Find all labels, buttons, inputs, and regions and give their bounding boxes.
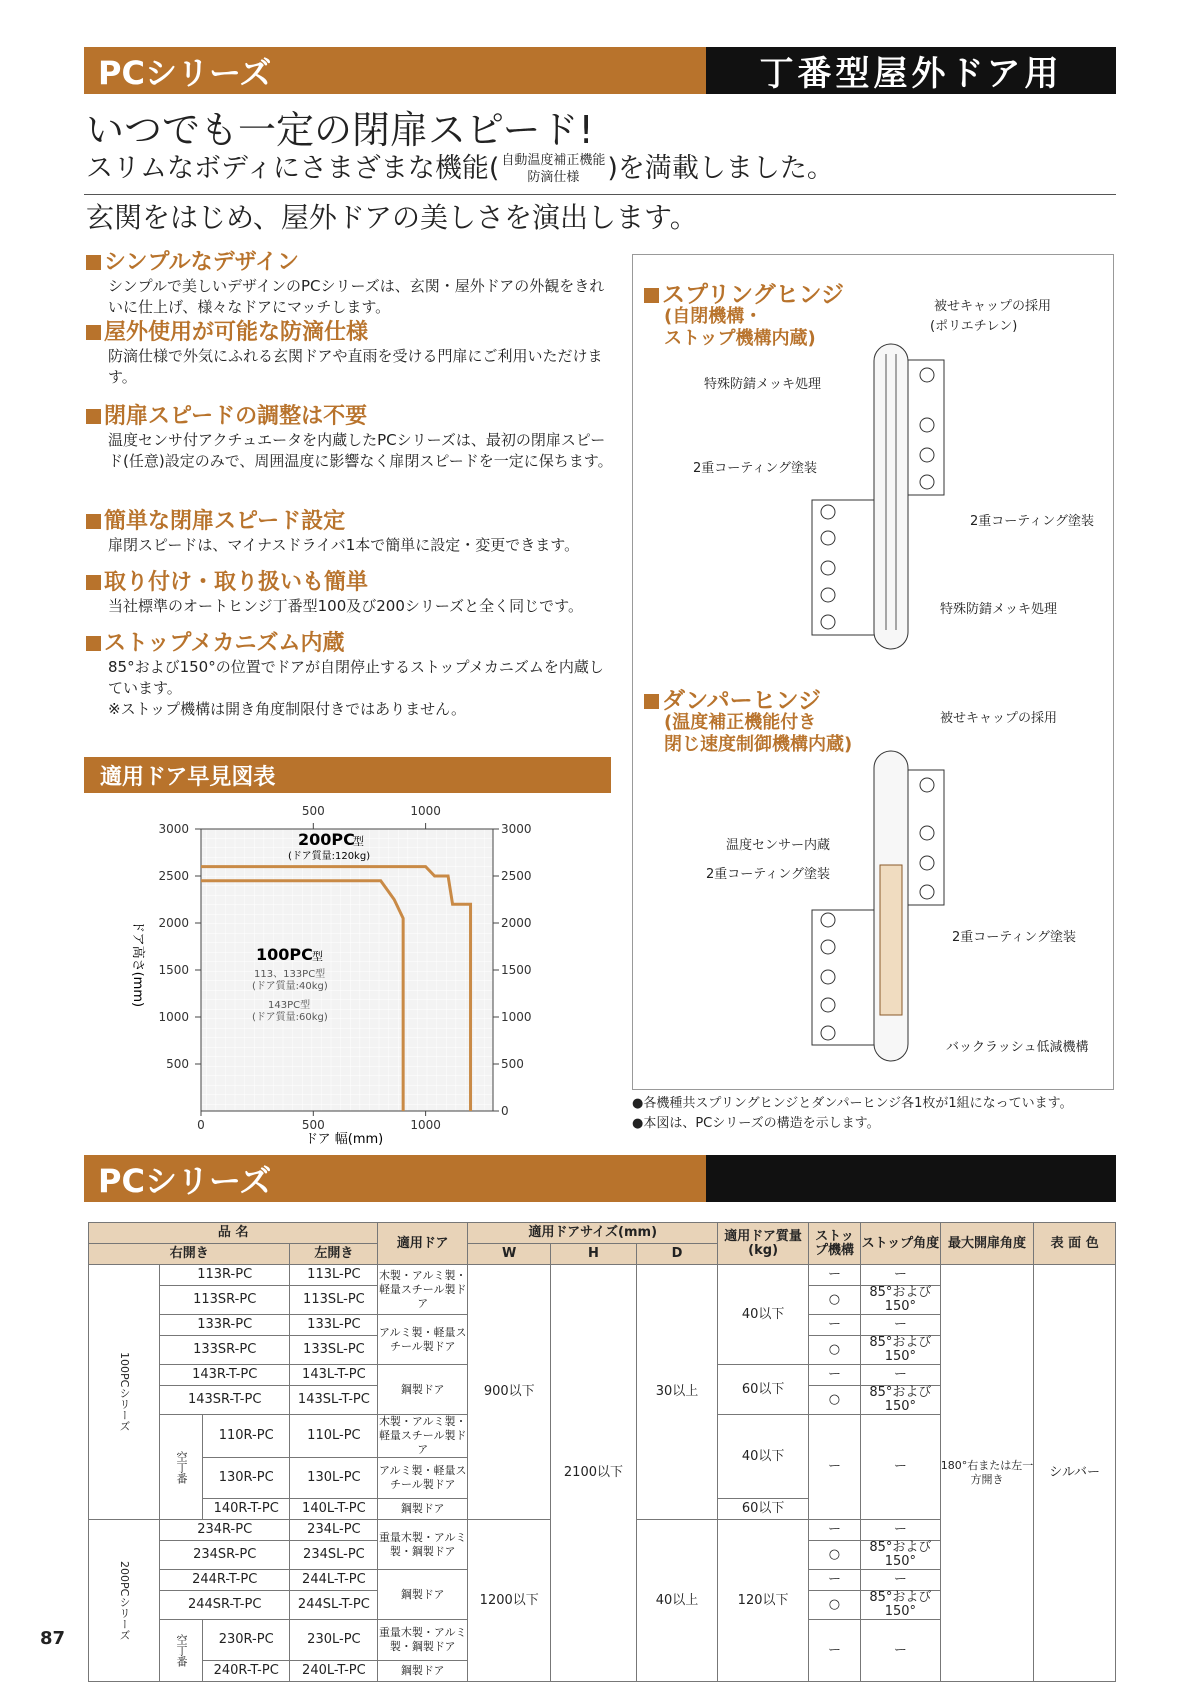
cell-right: 130R-PC bbox=[203, 1458, 290, 1499]
th-stop: ストップ機構 bbox=[808, 1223, 860, 1265]
cell-left: 240L-T-PC bbox=[290, 1661, 378, 1682]
damper-mechanism bbox=[880, 865, 902, 1015]
th-right: 右開き bbox=[89, 1244, 290, 1265]
spec-table bbox=[88, 1222, 1116, 1682]
feature-title-text: 屋外使用が可能な防滴仕様 bbox=[104, 320, 369, 345]
cell-door: 鋼製ドア bbox=[378, 1570, 468, 1620]
cell-door: 鋼製ドア bbox=[378, 1661, 468, 1682]
chart-ylabel: ドア高さ(mm) bbox=[130, 920, 145, 1008]
label-cap-material: (ポリエチレン) bbox=[930, 319, 1018, 334]
door-size-chart bbox=[110, 800, 560, 1150]
y-tick-label: 500 bbox=[166, 1057, 189, 1071]
cell-mass: 40以下 bbox=[718, 1265, 808, 1365]
label-plating-1: 特殊防錆メッキ処理 bbox=[704, 377, 822, 392]
cell-stop: ー bbox=[808, 1620, 860, 1682]
cell-angle: ー bbox=[861, 1520, 941, 1541]
cell-right: 240R-T-PC bbox=[203, 1661, 290, 1682]
y-tick-label-right: 2000 bbox=[501, 916, 532, 930]
cell-left: 140L-T-PC bbox=[290, 1499, 378, 1520]
feature-item bbox=[86, 404, 616, 509]
label-coating-1: 2重コーティング塗装 bbox=[706, 867, 830, 882]
category-title: 丁番型屋外ドア用 bbox=[706, 47, 1116, 94]
sora-label: 空丁番 bbox=[160, 1415, 203, 1520]
series-title: PCシリーズ bbox=[84, 47, 706, 94]
headline-sub-post: )を満載しました。 bbox=[607, 153, 834, 184]
cell-left: 244L-T-PC bbox=[290, 1570, 378, 1591]
cell-stop: ー bbox=[808, 1315, 860, 1336]
feature-title bbox=[86, 404, 616, 430]
chart-label-200pc: 200PC bbox=[298, 830, 355, 849]
cell-stop: ー bbox=[808, 1365, 860, 1386]
cell-right: 110R-PC bbox=[203, 1415, 290, 1458]
square-bullet-icon bbox=[86, 325, 101, 340]
cell-door: アルミ製・軽量スチール製ドア bbox=[378, 1458, 468, 1499]
spring-hinge-sub bbox=[664, 306, 816, 350]
cell-left: 133SL-PC bbox=[290, 1336, 378, 1365]
chart-label-200pc-note: (ドア質量:120kg) bbox=[288, 851, 371, 862]
chart-annotation: (ドア質量:40kg) bbox=[252, 981, 328, 992]
chart-annotation: (ドア質量:60kg) bbox=[252, 1012, 328, 1023]
cell-stop: ○ bbox=[808, 1541, 860, 1570]
cell-w: 1200以下 bbox=[468, 1520, 551, 1682]
headline-sub-pre: スリムなボディにさまざまな機能( bbox=[86, 153, 500, 184]
group-100: 100PCシリーズ bbox=[89, 1265, 160, 1520]
label-plating-2: 特殊防錆メッキ処理 bbox=[940, 602, 1058, 617]
hinge-leaf-lower bbox=[812, 910, 876, 1045]
label-coating-1: 2重コーティング塗装 bbox=[693, 461, 817, 476]
feature-body: 当社標準のオートヒンジ丁番型100及び200シリーズと全く同じです。 bbox=[108, 597, 583, 615]
cell-angle: 85°および150° bbox=[861, 1591, 941, 1620]
chart-xlabel: ドア 幅(mm) bbox=[305, 1132, 384, 1147]
cell-h: 2100以下 bbox=[551, 1265, 636, 1682]
spring-hinge-sub1: (自閉機構・ bbox=[664, 306, 763, 327]
cell-right: 143SR-T-PC bbox=[160, 1386, 290, 1415]
cell-left: 244SL-T-PC bbox=[290, 1591, 378, 1620]
th-left: 左開き bbox=[290, 1244, 378, 1265]
feature-body: 85°および150°の位置でドアが自閉停止するストップメカニズムを内蔵しています。 bbox=[108, 658, 604, 697]
cell-stop: ー bbox=[808, 1265, 860, 1286]
square-bullet-icon bbox=[86, 514, 101, 529]
feature-title-text: 簡単な閉扉スピード設定 bbox=[104, 509, 346, 534]
cell-angle: ー bbox=[861, 1570, 941, 1591]
y-tick-label: 2500 bbox=[158, 869, 189, 883]
cell-right: 133R-PC bbox=[160, 1315, 290, 1336]
damper-hinge-title-text: ダンパーヒンジ bbox=[662, 688, 822, 714]
th-mass: 適用ドア質量(kg) bbox=[718, 1223, 808, 1265]
label-coating-2: 2重コーティング塗装 bbox=[970, 514, 1094, 529]
chart-section-bar bbox=[84, 757, 611, 793]
cell-angle: 85°および150° bbox=[861, 1286, 941, 1315]
cell-right: 244R-T-PC bbox=[160, 1570, 290, 1591]
feature-options bbox=[501, 152, 605, 186]
cell-door: 重量木製・アルミ製・鋼製ドア bbox=[378, 1520, 468, 1570]
damper-hinge-sub1: (温度補正機能付き bbox=[664, 712, 817, 733]
cell-maxopen: 180°右または左一方開き bbox=[940, 1265, 1034, 1682]
th-h: H bbox=[551, 1244, 636, 1265]
x-tick-label: 500 bbox=[301, 1118, 325, 1132]
x-tick-label: 0 bbox=[197, 1118, 205, 1132]
feature-title-text: ストップメカニズム内蔵 bbox=[104, 631, 345, 656]
y-tick-label-right: 0 bbox=[501, 1104, 509, 1118]
y-tick-label: 1000 bbox=[158, 1010, 189, 1024]
th-angle: ストップ角度 bbox=[861, 1223, 941, 1265]
cell-left: 130L-PC bbox=[290, 1458, 378, 1499]
cell-d: 40以上 bbox=[636, 1520, 718, 1682]
chart-label-100pc-suffix: 型 bbox=[312, 950, 323, 963]
label-cap: 被せキャップの採用 bbox=[934, 299, 1052, 314]
cell-stop: ○ bbox=[808, 1286, 860, 1315]
cell-right: 133SR-PC bbox=[160, 1336, 290, 1365]
label-sensor: 温度センサー内蔵 bbox=[726, 838, 831, 853]
chart-annotation: 113、133PC型 bbox=[254, 969, 326, 980]
headline-rule bbox=[84, 194, 1116, 195]
y-tick-label: 1500 bbox=[158, 963, 189, 977]
headline-sub bbox=[86, 152, 834, 186]
y-tick-label-right: 2500 bbox=[501, 869, 532, 883]
cell-angle: ー bbox=[861, 1315, 941, 1336]
feature-title bbox=[86, 570, 616, 596]
feature-title-text: 閉扉スピードの調整は不要 bbox=[104, 404, 368, 429]
cell-angle: 85°および150° bbox=[861, 1336, 941, 1365]
cell-left: 230L-PC bbox=[290, 1620, 378, 1661]
cell-door: 重量木製・アルミ製・鋼製ドア bbox=[378, 1620, 468, 1661]
label-coating-2: 2重コーティング塗装 bbox=[952, 930, 1076, 945]
th-maxopen: 最大開扉角度 bbox=[940, 1223, 1034, 1265]
cell-color: シルバー bbox=[1034, 1265, 1116, 1682]
th-door: 適用ドア bbox=[378, 1223, 468, 1265]
chart-section-title: 適用ドア早見図表 bbox=[100, 764, 276, 790]
th-w: W bbox=[468, 1244, 551, 1265]
feature-title bbox=[86, 320, 616, 346]
cell-left: 143SL-T-PC bbox=[290, 1386, 378, 1415]
feature-item bbox=[86, 509, 616, 570]
option-temp: 自動温度補正機能 bbox=[501, 153, 606, 168]
header-bar bbox=[84, 47, 1116, 94]
chart-label-100pc: 100PC bbox=[256, 945, 313, 964]
cell-right: 244SR-T-PC bbox=[160, 1591, 290, 1620]
damper-hinge-sub2: 閉じ速度制御機構内蔵) bbox=[664, 734, 853, 755]
th-d: D bbox=[636, 1244, 718, 1265]
option-drip: 防滴仕様 bbox=[527, 170, 580, 185]
subhead: 玄関をはじめ、屋外ドアの美しさを演出します。 bbox=[86, 201, 698, 234]
cell-mass: 120以下 bbox=[718, 1520, 808, 1682]
cell-stop: ー bbox=[808, 1570, 860, 1591]
cell-w: 900以下 bbox=[468, 1265, 551, 1520]
square-bullet-icon bbox=[86, 409, 101, 424]
feature-body: 防滴仕様で外気にふれる玄関ドアや直雨を受ける門扉にご利用いただけます。 bbox=[108, 347, 603, 386]
y-tick-label: 2000 bbox=[158, 916, 189, 930]
x-tick-label-top: 500 bbox=[301, 804, 325, 818]
hinge-leaf-lower bbox=[812, 500, 876, 635]
cell-left: 113L-PC bbox=[290, 1265, 378, 1286]
th-name: 品 名 bbox=[89, 1223, 378, 1244]
square-bullet-icon bbox=[86, 575, 101, 590]
headline: いつでも一定の閉扉スピード! bbox=[86, 108, 594, 152]
sora-label: 空丁番 bbox=[160, 1620, 203, 1682]
cell-left: 143L-T-PC bbox=[290, 1365, 378, 1386]
feature-item bbox=[86, 250, 616, 320]
cell-right: 234SR-PC bbox=[160, 1541, 290, 1570]
feature-title bbox=[86, 509, 616, 535]
cell-door: アルミ製・軽量スチール製ドア bbox=[378, 1315, 468, 1365]
page-number: 87 bbox=[40, 1628, 66, 1649]
label-cap: 被せキャップの採用 bbox=[940, 711, 1058, 726]
cell-right: 113SR-PC bbox=[160, 1286, 290, 1315]
y-tick-label-right: 1000 bbox=[501, 1010, 532, 1024]
feature-item bbox=[86, 320, 616, 404]
cell-d: 30以上 bbox=[636, 1265, 718, 1520]
cell-right: 113R-PC bbox=[160, 1265, 290, 1286]
cell-right: 140R-T-PC bbox=[203, 1499, 290, 1520]
square-bullet-icon bbox=[86, 636, 101, 651]
cell-door: 鋼製ドア bbox=[378, 1499, 468, 1520]
cell-stop: ○ bbox=[808, 1336, 860, 1365]
group-200: 200PCシリーズ bbox=[89, 1520, 160, 1682]
square-bullet-icon bbox=[644, 288, 659, 303]
cell-stop: ー bbox=[808, 1520, 860, 1541]
hinge-barrel-body bbox=[874, 344, 908, 649]
cell-angle: 85°および150° bbox=[861, 1541, 941, 1570]
spring-hinge-title-text: スプリングヒンジ bbox=[662, 282, 845, 308]
table-section-title: PCシリーズ bbox=[84, 1155, 706, 1202]
cell-door: 鋼製ドア bbox=[378, 1365, 468, 1415]
cell-right: 143R-T-PC bbox=[160, 1365, 290, 1386]
cell-left: 234SL-PC bbox=[290, 1541, 378, 1570]
feature-item bbox=[86, 631, 616, 720]
square-bullet-icon bbox=[86, 255, 101, 270]
feature-note: ※ストップ機構は開き角度制限付きではありません。 bbox=[108, 700, 467, 718]
y-tick-label: 3000 bbox=[158, 822, 189, 836]
feature-title bbox=[86, 250, 616, 276]
feature-list bbox=[86, 250, 616, 720]
cell-angle: ー bbox=[861, 1365, 941, 1386]
cell-left: 234L-PC bbox=[290, 1520, 378, 1541]
cell-stop: ○ bbox=[808, 1386, 860, 1415]
damper-hinge-drawing bbox=[800, 745, 1000, 1075]
feature-title-text: 取り付け・取り扱いも簡単 bbox=[104, 570, 369, 595]
cell-door: 木製・アルミ製・軽量スチール製ドア bbox=[378, 1415, 467, 1456]
cell-left: 110L-PC bbox=[290, 1415, 378, 1458]
cell-angle: ー bbox=[861, 1620, 941, 1682]
x-tick-label-top: 1000 bbox=[410, 804, 441, 818]
cell-right: 234R-PC bbox=[160, 1520, 290, 1541]
diagram-note: ●本図は、PCシリーズの構造を示します。 bbox=[632, 1116, 880, 1131]
cell-mass: 60以下 bbox=[718, 1499, 808, 1520]
spring-hinge-sub2: ストップ機構内蔵) bbox=[664, 328, 816, 349]
feature-title-text: シンプルなデザイン bbox=[104, 250, 300, 275]
cell-stop: ○ bbox=[808, 1591, 860, 1620]
feature-body: シンプルで美しいデザインのPCシリーズは、玄関・屋外ドアの外観をきれいに仕上げ、様々なドアにマッチします。 bbox=[108, 277, 605, 316]
chart-label-200pc-suffix: 型 bbox=[353, 835, 364, 848]
x-tick-label: 1000 bbox=[410, 1118, 441, 1132]
table-header-bar bbox=[84, 1155, 1116, 1202]
feature-title bbox=[86, 631, 616, 657]
damper-hinge-title bbox=[644, 682, 821, 715]
cell-right: 230R-PC bbox=[203, 1620, 290, 1661]
cell-stop: ー bbox=[808, 1415, 860, 1520]
feature-body: 扉閉スピードは、マイナスドライバ1本で簡単に設定・変更できます。 bbox=[108, 536, 580, 554]
y-tick-label-right: 500 bbox=[501, 1057, 524, 1071]
cell-angle: 85°および150° bbox=[861, 1386, 941, 1415]
feature-body: 温度センサ付アクチュエータを内蔵したPCシリーズは、最初の閉扉スピード(任意)設定のみで、周囲温度に影響なく扉閉スピードを一定に保ちます。 bbox=[108, 431, 613, 470]
y-tick-label-right: 3000 bbox=[501, 822, 532, 836]
feature-item bbox=[86, 570, 616, 631]
cell-mass: 60以下 bbox=[718, 1365, 808, 1415]
cell-mass: 40以下 bbox=[718, 1415, 808, 1499]
cell-left: 113SL-PC bbox=[290, 1286, 378, 1315]
diagram-note: ●各機種共スプリングヒンジとダンパーヒンジ各1枚が1組になっています。 bbox=[632, 1096, 1073, 1111]
square-bullet-icon bbox=[644, 694, 659, 709]
label-backlash: バックラッシュ低減機構 bbox=[946, 1040, 1089, 1055]
chart-annotation: 143PC型 bbox=[268, 1000, 311, 1011]
th-size: 適用ドアサイズ(mm) bbox=[468, 1223, 718, 1244]
chart-plot-area bbox=[201, 829, 493, 1111]
y-tick-label-right: 1500 bbox=[501, 963, 532, 977]
spring-hinge-title bbox=[644, 276, 844, 309]
th-color: 表 面 色 bbox=[1034, 1223, 1116, 1265]
cell-left: 133L-PC bbox=[290, 1315, 378, 1336]
cell-angle: ー bbox=[861, 1415, 941, 1520]
cell-angle: ー bbox=[861, 1265, 941, 1286]
table-section-black bbox=[706, 1155, 1116, 1202]
cell-door: 木製・アルミ製・軽量スチール製ドア bbox=[378, 1265, 468, 1315]
